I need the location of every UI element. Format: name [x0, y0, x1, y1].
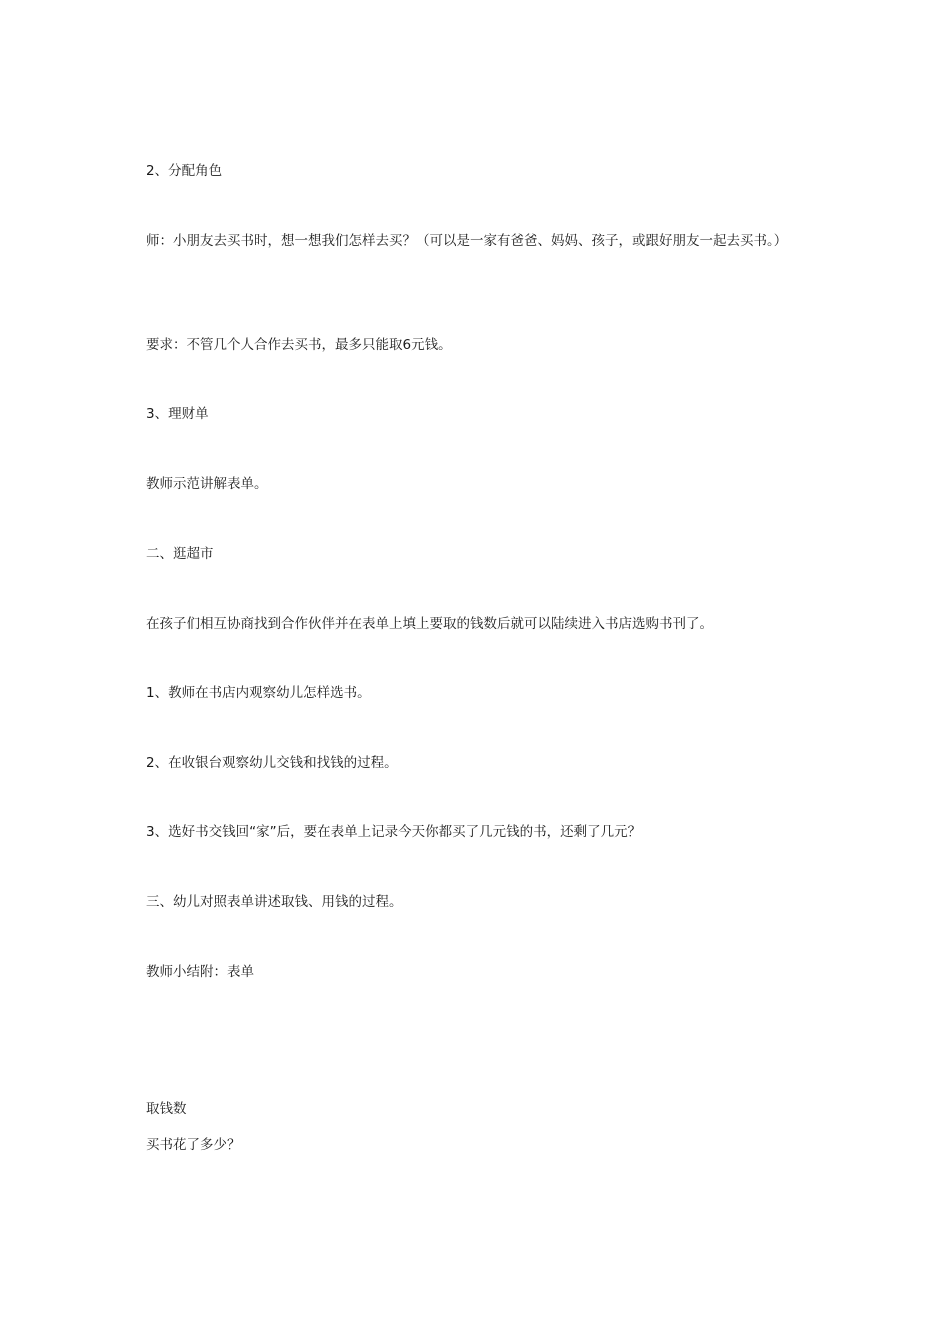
- list-item-observe-checkout: 2、在收银台观察幼儿交钱和找钱的过程。: [146, 755, 398, 771]
- teacher-question-paragraph: 师：小朋友去买书时，想一想我们怎样去买？（可以是一家有爸爸、妈妈、孩子，或跟好朋友一起去买书。）: [146, 233, 788, 249]
- requirement-paragraph: 要求：不管几个人合作去买书，最多只能取6元钱。: [146, 337, 452, 353]
- table-label-withdrawn-amount: 取钱数: [146, 1101, 187, 1117]
- section-heading-retelling: 三、幼儿对照表单讲述取钱、用钱的过程。: [146, 894, 403, 910]
- section-heading-supermarket: 二、逛超市: [146, 546, 214, 562]
- section-heading-finance-sheet: 3、理财单: [146, 406, 209, 422]
- teacher-demo-paragraph: 教师示范讲解表单。: [146, 476, 268, 492]
- list-item-record-spending: 3、选好书交钱回“家”后，要在表单上记录今天你都买了几元钱的书，还剩了几元？: [146, 824, 642, 840]
- table-label-amount-spent: 买书花了多少？: [146, 1137, 241, 1153]
- list-item-observe-selection: 1、教师在书店内观察幼儿怎样选书。: [146, 685, 371, 701]
- section-heading-assign-roles: 2、分配角色: [146, 163, 223, 179]
- children-shopping-paragraph: 在孩子们相互协商找到合作伙伴并在表单上填上要取的钱数后就可以陆续进入书店选购书刊了。: [146, 616, 713, 632]
- teacher-summary-paragraph: 教师小结附：表单: [146, 964, 254, 980]
